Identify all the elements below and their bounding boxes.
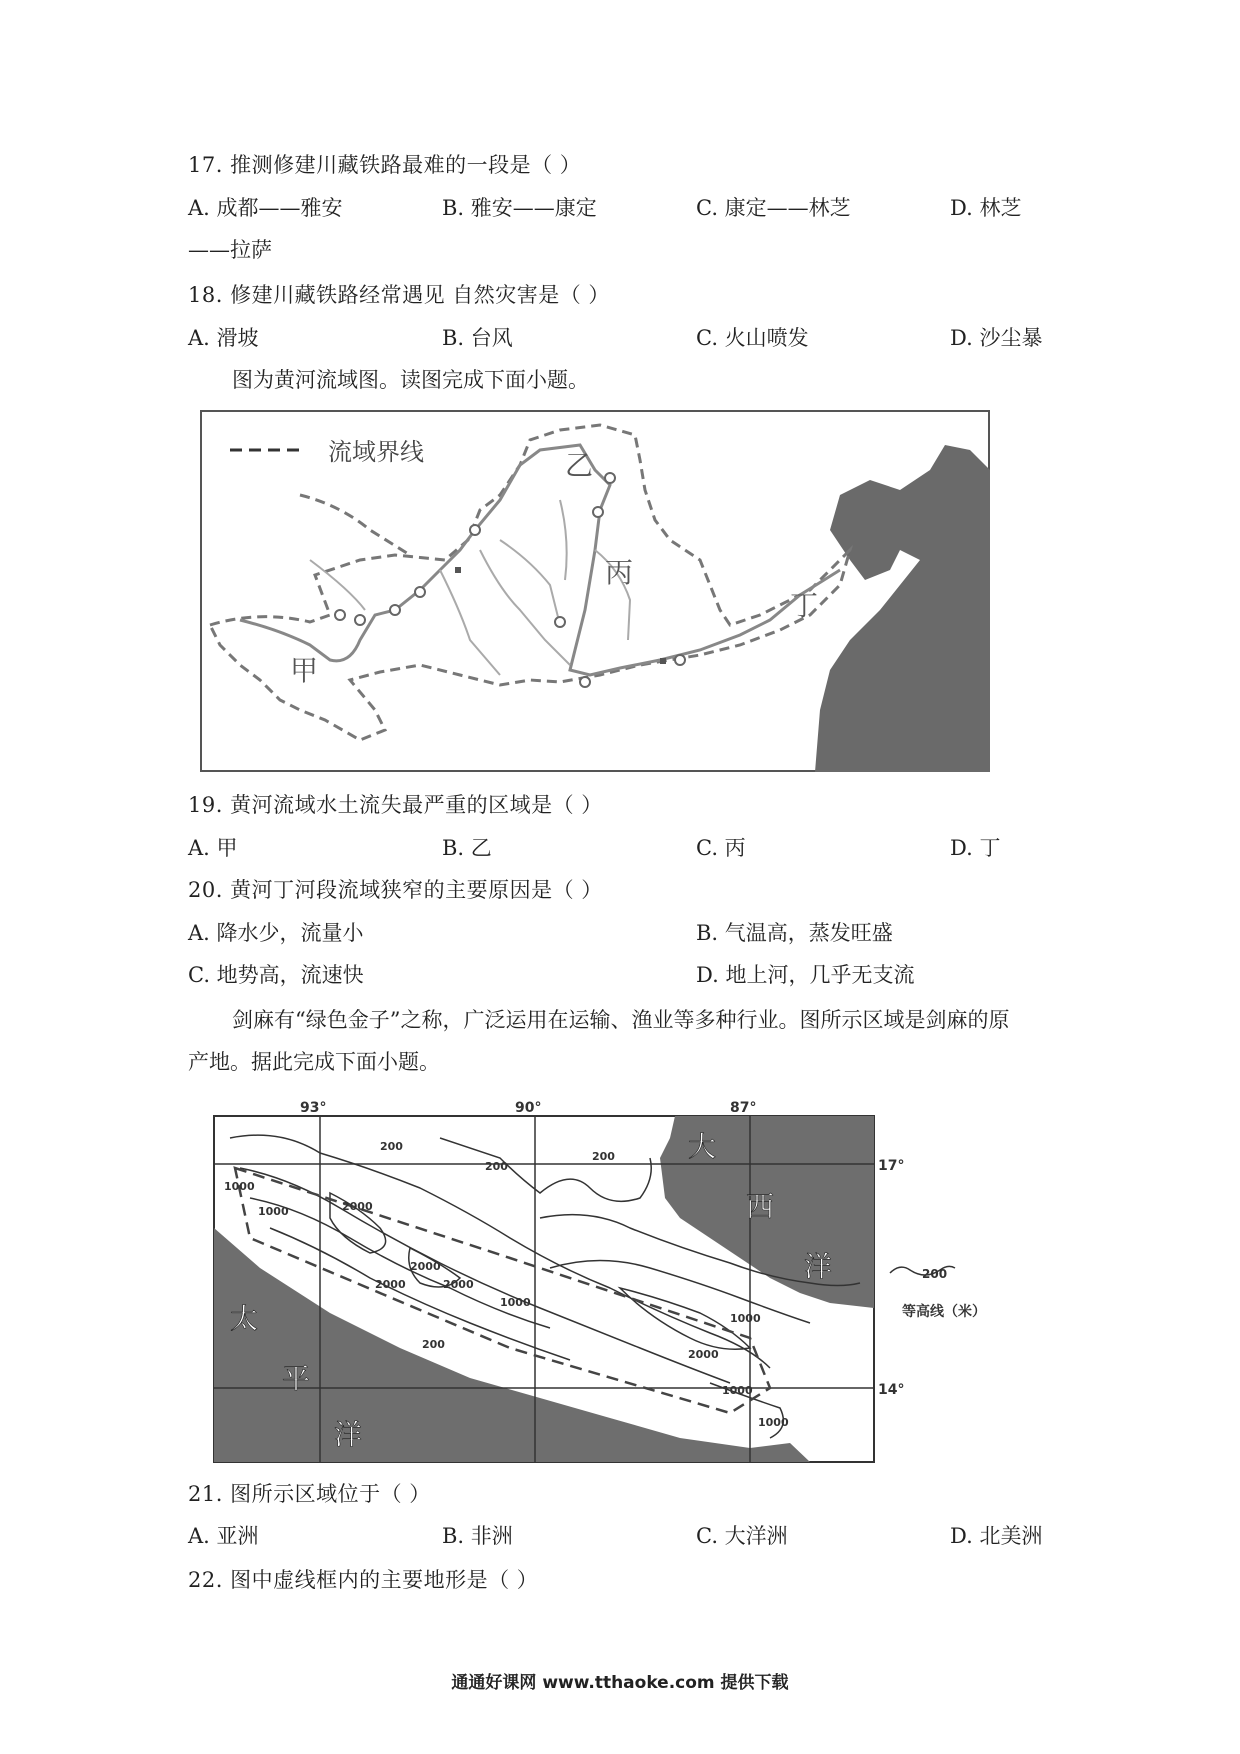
region-label-bing: 丙 xyxy=(605,556,634,589)
q21-option-c: C. 大洋洲 xyxy=(696,1524,788,1548)
q19-option-a: A. 甲 xyxy=(188,836,238,860)
sisal-intro-line1: 剑麻有“绿色金子”之称，广泛运用在运输、渔业等多种行业。图所示区域是剑麻的原 xyxy=(232,1008,1010,1032)
pacific-char-3: 洋 xyxy=(334,1418,363,1451)
question-20-stem: 20. 黄河丁河段流域狭窄的主要原因是（ ） xyxy=(188,878,603,902)
contour-label: 2000 xyxy=(410,1260,441,1273)
q19-option-d: D. 丁 xyxy=(950,836,1001,860)
region-label-yi: 乙 xyxy=(565,449,594,482)
q17-option-d-continued: ——拉萨 xyxy=(188,238,272,262)
q20-option-a: A. 降水少，流量小 xyxy=(188,921,364,945)
question-21-stem: 21. 图所示区域位于（ ） xyxy=(188,1482,431,1506)
q20-option-c: C. 地势高，流速快 xyxy=(188,963,364,987)
contour-label: 1000 xyxy=(224,1180,255,1193)
region-label-jia: 甲 xyxy=(290,654,319,687)
q17-option-d: D. 林芝 xyxy=(950,196,1022,220)
q20-option-d: D. 地上河，几乎无支流 xyxy=(696,963,915,987)
page-footer: 通通好课网 www.tthaoke.com 提供下载 xyxy=(451,1673,789,1693)
contour-label: 200 xyxy=(380,1140,403,1153)
question-19-stem: 19. 黄河流域水土流失最严重的区域是（ ） xyxy=(188,793,603,817)
question-22-stem: 22. 图中虚线框内的主要地形是（ ） xyxy=(188,1568,539,1592)
contour-label: 1000 xyxy=(500,1296,531,1309)
lon-90-label: 90° xyxy=(515,1100,542,1116)
q17-option-a: A. 成都——雅安 xyxy=(188,196,343,220)
q19-option-b: B. 乙 xyxy=(442,836,492,860)
q21-option-b: B. 非洲 xyxy=(442,1524,513,1548)
pacific-char-2: 平 xyxy=(282,1362,311,1395)
legend-basin-boundary: 流域界线 xyxy=(328,438,424,466)
q21-option-a: A. 亚洲 xyxy=(188,1524,259,1548)
legend-contour-label: 等高线（米） xyxy=(902,1304,986,1320)
question-18-stem: 18. 修建川藏铁路经常遇见 自然灾害是（ ） xyxy=(188,283,610,307)
sisal-intro-line2: 产地。据此完成下面小题。 xyxy=(188,1050,440,1074)
atlantic-char-3: 洋 xyxy=(804,1250,833,1283)
region-label-ding: 丁 xyxy=(790,589,819,622)
yellow-river-basin-map xyxy=(200,410,990,772)
q18-option-b: B. 台风 xyxy=(442,326,513,350)
contour-label: 1000 xyxy=(722,1384,753,1397)
yellow-river-intro: 图为黄河流域图。读图完成下面小题。 xyxy=(232,368,589,392)
contour-label: 1000 xyxy=(758,1416,789,1429)
contour-label: 1000 xyxy=(730,1312,761,1325)
question-17-stem: 17. 推测修建川藏铁路最难的一段是（ ） xyxy=(188,153,582,177)
contour-label: 200 xyxy=(422,1338,445,1351)
lon-93-label: 93° xyxy=(300,1100,327,1116)
contour-label: 2000 xyxy=(443,1278,474,1291)
q17-option-c: C. 康定——林芝 xyxy=(696,196,851,220)
atlantic-char-1: 大 xyxy=(688,1130,717,1163)
atlantic-char-2: 西 xyxy=(746,1190,775,1223)
lat-17-label: 17° xyxy=(878,1158,905,1174)
contour-label: 200 xyxy=(485,1160,508,1173)
contour-label: 2000 xyxy=(342,1200,373,1213)
lon-87-label: 87° xyxy=(730,1100,757,1116)
contour-label: 1000 xyxy=(258,1205,289,1218)
contour-label: 2000 xyxy=(375,1278,406,1291)
q19-option-c: C. 丙 xyxy=(696,836,746,860)
lat-14-label: 14° xyxy=(878,1382,905,1398)
q18-option-c: C. 火山喷发 xyxy=(696,326,809,350)
contour-map xyxy=(210,1098,995,1464)
q17-option-b: B. 雅安——康定 xyxy=(442,196,597,220)
q18-option-d: D. 沙尘暴 xyxy=(950,326,1043,350)
q21-option-d: D. 北美洲 xyxy=(950,1524,1043,1548)
contour-label: 2000 xyxy=(688,1348,719,1361)
q20-option-b: B. 气温高，蒸发旺盛 xyxy=(696,921,893,945)
legend-contour-value: 200 xyxy=(922,1267,948,1281)
pacific-char-1: 太 xyxy=(230,1302,259,1335)
contour-label: 200 xyxy=(592,1150,615,1163)
q18-option-a: A. 滑坡 xyxy=(188,326,259,350)
